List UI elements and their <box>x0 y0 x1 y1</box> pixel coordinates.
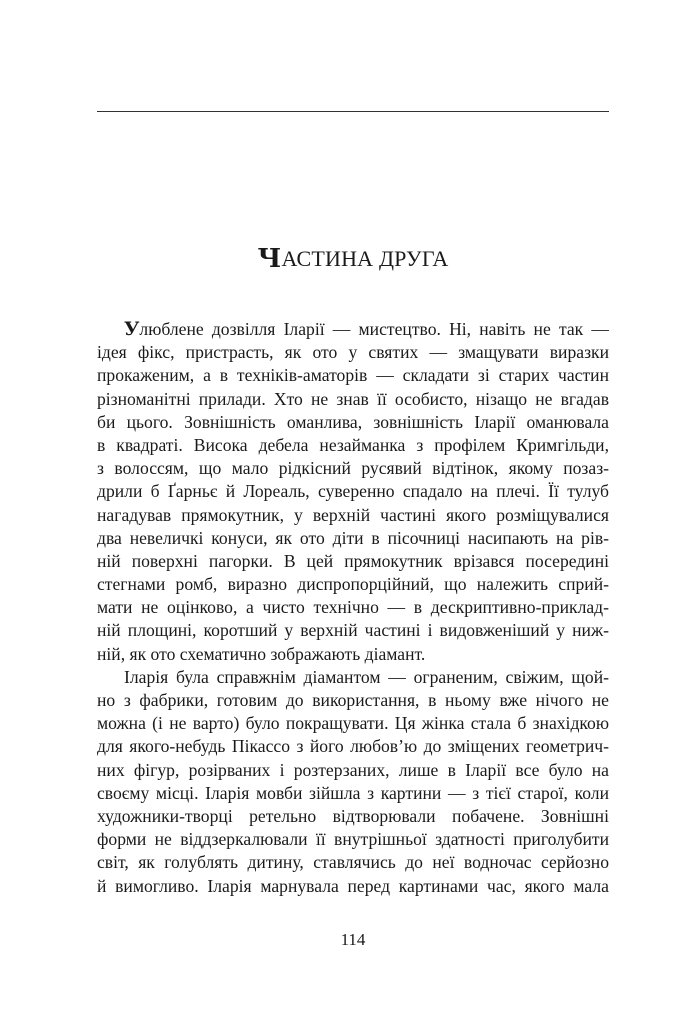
text-line: можна (і не варто) було покращувати. Ця жінка стала б знахідкою <box>97 713 609 734</box>
text-line: но з фабрики, готовим до використання, в ньому вже нічого не <box>97 690 609 710</box>
body-text <box>97 318 609 898</box>
text-line: дрили б Ґарньє й Лореаль, суверенно спадало на плечі. Її тулуб <box>97 481 609 502</box>
text-line: стегнами ромб, виразно диспропорційний, що належить сприй- <box>97 574 609 595</box>
text-line: Іларія була справжнім діамантом — ограненим, свіжим, щой- <box>124 666 609 687</box>
top-rule <box>97 111 609 112</box>
text-line: різноманітні прилади. Хто не знав її особисто, нізащо не вгадав <box>97 388 609 409</box>
text-line: своєму місці. Іларія мовби зійшла з картини — з тієї старої, коли <box>97 782 609 803</box>
heading-initial: Ч <box>257 244 282 274</box>
page-number: 114 <box>340 930 366 949</box>
text-line: мати не оцінково, а чисто технічно — в дескриптивно-приклад- <box>97 597 609 618</box>
heading-text: АСТИНА ДРУГА <box>281 246 449 271</box>
text-line: світ, як голублять дитину, ставлячись до неї водночас серйозно <box>97 852 609 873</box>
text-line: ній, як ото схематично зображають діамант. <box>97 643 426 664</box>
text-line: ній площині, коротший у верхній частині і видовженіший у ниж- <box>97 620 609 641</box>
text-line: ній поверхні пагорки. В цей прямокутник врізався посередині <box>97 550 609 571</box>
text-line: прокаженим, а в техніків-аматорів — складати зі старих частин <box>97 365 609 386</box>
text-line: нагадував прямокутник, у верхній частині якого розміщувалися <box>97 504 609 525</box>
text-line: би цього. Зовнішність оманлива, зовнішність Іларії оманювала <box>97 411 609 432</box>
text-line: з волоссям, що мало рідкісний русявий відтінок, якому позаз- <box>97 458 609 479</box>
drop-cap: У <box>124 318 140 340</box>
text-line: форми не віддзеркалювали її внутрішньої здатності приголубити <box>97 829 609 850</box>
chapter-heading <box>97 238 609 279</box>
text-line: художники-творці ретельно відтворювали побачене. Зовнішні <box>97 805 609 826</box>
text-line: два невеличкі конуси, як ото діти в пісочниці насипають на рів- <box>97 527 609 548</box>
text-line: в квадраті. Висока дебела незайманка з профілем Кримгільди, <box>97 434 609 455</box>
text-line: ідея фікс, пристрасть, як ото у святих — змащувати виразки <box>97 342 609 363</box>
text-line: Улюблене дозвілля Іларії — мистецтво. Ні, навіть не так — <box>124 318 609 340</box>
text-line: для якого-небудь Пікассо з його любов’ю до зміщених геометрич- <box>97 736 609 757</box>
text-line: й вимогливо. Іларія марнувала перед картинами час, якого мала <box>97 875 609 896</box>
text-line: них фігур, розірваних і розтерзаних, лише в Іларії все було на <box>97 759 609 780</box>
